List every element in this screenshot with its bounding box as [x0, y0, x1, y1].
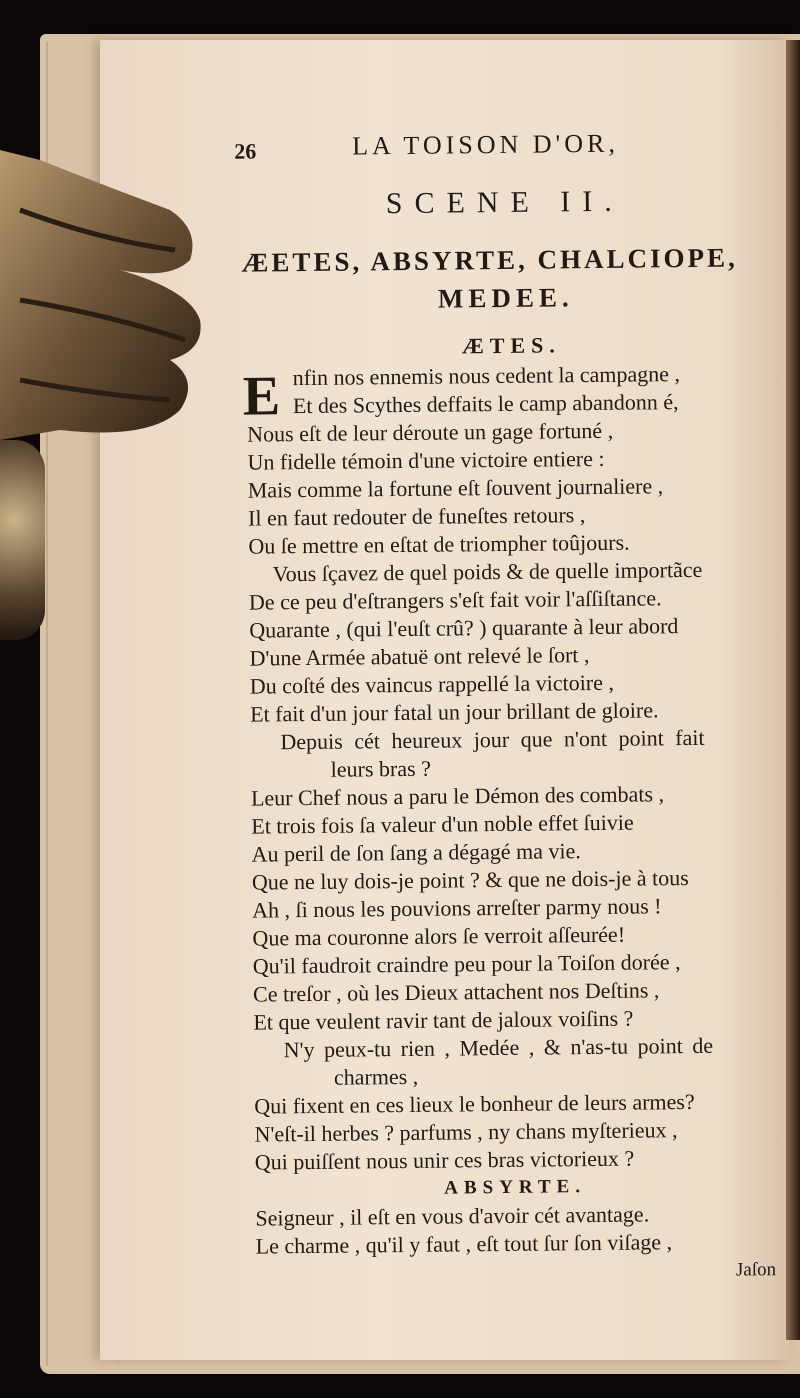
- page-number: 26: [234, 138, 257, 164]
- verse-line: Et trois fois ſa valeur d'un noble effet ſuivie: [251, 809, 634, 839]
- verse-line: Leur Chef nous a paru le Démon des combats ,: [250, 781, 665, 811]
- running-title: LA TOISON D'OR,: [352, 128, 620, 161]
- verse-line: Depuis cét heureux jour que n'ont point fait: [280, 724, 705, 755]
- verse-line: Nous eſt de leur déroute un gage fortuné ,: [247, 417, 614, 447]
- verse-line: Qui puiſſent nous unir ces bras victorieux ?: [254, 1145, 635, 1175]
- verse-line: charmes ,: [333, 1063, 419, 1090]
- verse-line: Au peril de ſon ſang a dégagé ma vie.: [251, 838, 581, 867]
- verse-line: N'y peux-tu rien , Medée , & n'as-tu point de: [283, 1032, 714, 1063]
- verse-line: Que ne luy dois-je point ? & que ne dois-je à tous: [251, 865, 689, 895]
- catchword: Jaſon: [735, 1259, 777, 1281]
- verse-line: nfin nos ennemis nous cedent la campagne ,: [292, 361, 681, 391]
- scene-title: SCENE II.: [385, 184, 624, 221]
- verse-line: De ce peu d'eſtrangers s'eſt fait voir l'aſſiſtance.: [248, 585, 662, 615]
- verse-line: Un fidelle témoin d'une victoire entiere :: [247, 445, 605, 475]
- verse-line: Vous ſçavez de quel poids & de quelle importãce: [272, 556, 703, 587]
- verse-line: Du coſté des vaincus rappellé la victoire ,: [249, 669, 615, 699]
- verse-line: Il en faut redouter de funeſtes retours ,: [247, 502, 586, 531]
- speaker-absyrte: ABSYRTE.: [444, 1176, 587, 1199]
- verse-line: Que ma couronne alors ſe verroit aſſeurée!: [252, 921, 626, 951]
- verse-block: [246, 359, 785, 1261]
- characters-line-1: ÆETES, ABSYRTE, CHALCIOPE,: [241, 242, 738, 278]
- verse-line: Quarante , (qui l'euſt crû? ) quarante à leur abord: [249, 613, 679, 643]
- verse-line: Qui fixent en ces lieux le bonheur de leurs armes?: [254, 1088, 695, 1119]
- verse-line: N'eſt-il herbes ? parfums , ny chans myſterieux ,: [254, 1117, 678, 1147]
- verse-line: Qu'il faudroit craindre peu pour la Toiſon dorée ,: [252, 949, 681, 979]
- verse-line: Le charme , qu'il y faut , eſt tout ſur ſon viſage ,: [255, 1229, 673, 1259]
- verse-line: Et des Scythes deffaits le camp abandonn é,: [292, 389, 679, 419]
- verse-line: leurs bras ?: [330, 755, 432, 782]
- characters-line-2: MEDEE.: [437, 282, 574, 314]
- drop-cap: E: [242, 365, 281, 428]
- verse-line: Et fait d'un jour fatal un jour brillant de gloire.: [250, 697, 659, 727]
- speaker-aetes: ÆTES.: [461, 332, 561, 359]
- verse-line: Ah , ſi nous les pouvions arreſter parmy nous !: [252, 893, 662, 923]
- verse-line: Mais comme la fortune eſt ſouvent journaliere ,: [247, 473, 664, 503]
- verse-line: Et que veulent ravir tant de jaloux voiſins ?: [253, 1005, 634, 1035]
- verse-line: D'une Armée abatuë ont relevé le ſort ,: [249, 642, 590, 671]
- verse-line: Seigneur , il eſt en vous d'avoir cét avantage.: [255, 1201, 650, 1231]
- verse-line: Ce treſor , où les Dieux attachent nos Deſtins ,: [252, 977, 660, 1007]
- verse-line: Ou ſe mettre en eſtat de triompher toûjours.: [248, 529, 630, 559]
